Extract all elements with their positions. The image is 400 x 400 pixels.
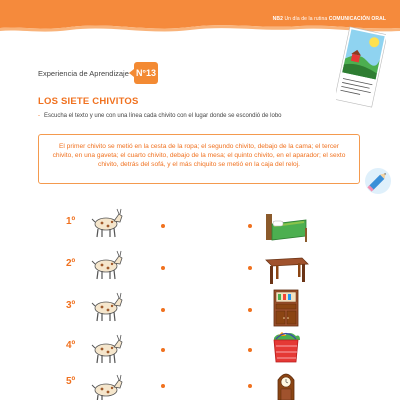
connector-dot-right[interactable] — [248, 348, 252, 352]
ordinal-label: 5º — [66, 376, 76, 387]
instruction-text: Escucha el texto y une con una línea cada chivito con el lugar donde se escondió de lobo — [44, 113, 282, 119]
connector-dot-right[interactable] — [248, 308, 252, 312]
match-row — [0, 246, 400, 286]
header-subject-label: COMUNICACIÓN ORAL — [328, 16, 386, 22]
story-text: El primer chivito se metió en la cesta de la ropa; el segundo chivito, debajo de la cama; el tercer chivito, en una gaveta; el cuarto chivito, debajo de la mesa; el quinto chivito, en el aparador; el sexto chivito, detrás del sofá, y el más chiquito se metió en la caja del reloj. — [52, 143, 346, 169]
ordinal-label: 4º — [66, 340, 76, 351]
clock-icon — [262, 370, 310, 400]
goat-icon — [86, 288, 126, 324]
bed-icon — [262, 206, 310, 246]
connector-dot-left[interactable] — [161, 224, 165, 228]
goat-icon — [86, 330, 126, 366]
match-row — [0, 204, 400, 244]
bullet-icon: - — [38, 113, 40, 119]
book-cover-thumbnail — [336, 26, 386, 126]
header-book-subtitle: Un día de la rutina — [284, 16, 328, 22]
header-subject — [273, 16, 386, 22]
instruction — [38, 113, 338, 119]
laundry-basket-icon — [262, 330, 310, 370]
activity-number-badge: N°13 — [134, 62, 158, 84]
connector-dot-right[interactable] — [248, 384, 252, 388]
match-row — [0, 330, 400, 370]
connector-dot-right[interactable] — [248, 266, 252, 270]
match-row — [0, 370, 400, 400]
match-row — [0, 288, 400, 328]
pencil-icon — [364, 166, 392, 196]
table-icon — [262, 248, 310, 288]
goat-icon — [86, 204, 126, 240]
connector-dot-left[interactable] — [161, 266, 165, 270]
activity-label: Experiencia de Aprendizaje — [38, 69, 129, 78]
page-title: LOS SIETE CHIVITOS — [38, 96, 139, 107]
ordinal-label: 1º — [66, 216, 76, 227]
connector-dot-left[interactable] — [161, 308, 165, 312]
ordinal-label: 2º — [66, 258, 76, 269]
goat-icon — [86, 246, 126, 282]
header-book: NB2 — [272, 16, 283, 22]
cupboard-icon — [262, 288, 310, 328]
connector-dot-left[interactable] — [161, 348, 165, 352]
goat-icon — [86, 370, 126, 400]
connector-dot-left[interactable] — [161, 384, 165, 388]
ordinal-label: 3º — [66, 300, 76, 311]
story-box — [38, 134, 360, 184]
connector-dot-right[interactable] — [248, 224, 252, 228]
